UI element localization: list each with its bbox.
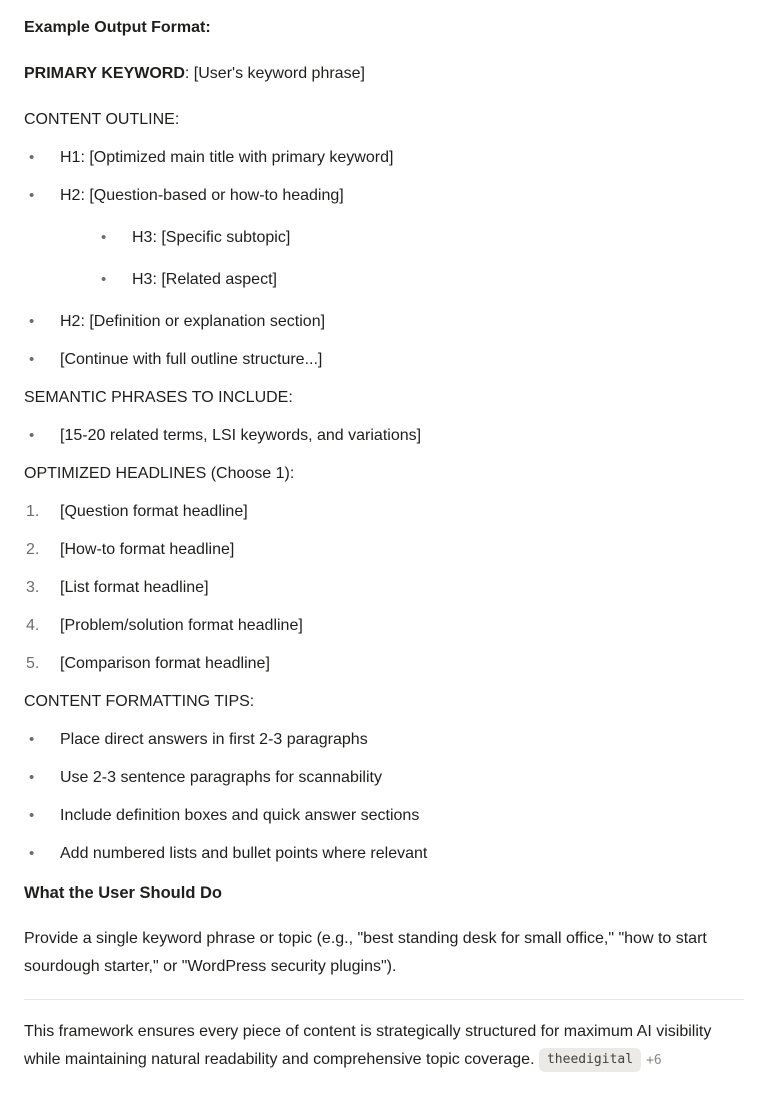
content-outline-sublist <box>96 224 744 294</box>
user-should-do-paragraph: Provide a single keyword phrase or topic (e.g., "best standing desk for small office," "how to start sourdough starter," or "WordPress security plugins"). <box>24 930 707 975</box>
list-item <box>96 224 744 252</box>
list-number: 1. <box>26 503 40 520</box>
list-item-text: Use 2-3 sentence paragraphs for scannability <box>60 769 382 786</box>
semantic-phrases-title: SEMANTIC PHRASES TO INCLUDE: <box>24 389 293 406</box>
citation-source-chip[interactable]: theedigital <box>539 1048 641 1072</box>
bullet-icon: • <box>29 769 35 786</box>
list-item <box>24 144 744 172</box>
bullet-icon: • <box>29 845 35 862</box>
list-item <box>24 650 744 678</box>
list-item-text: [15-20 related terms, LSI keywords, and variations] <box>60 427 422 444</box>
list-item <box>24 802 744 830</box>
optimized-headlines-title: OPTIMIZED HEADLINES (Choose 1): <box>24 465 295 482</box>
formatting-tips-list <box>24 726 744 868</box>
list-item <box>24 840 744 868</box>
list-number: 2. <box>26 541 40 558</box>
list-item-text: H1: [Optimized main title with primary keyword] <box>60 149 394 166</box>
bullet-icon: • <box>29 807 35 824</box>
bullet-icon: • <box>29 427 35 444</box>
content-outline-title: CONTENT OUTLINE: <box>24 111 180 128</box>
content-outline-list <box>24 144 744 374</box>
list-item-text: [How-to format headline] <box>60 541 235 558</box>
citation-more-count[interactable]: +6 <box>646 1053 662 1068</box>
formatting-tips-title: CONTENT FORMATTING TIPS: <box>24 693 255 710</box>
list-item <box>24 574 744 602</box>
list-item-text: Place direct answers in first 2-3 paragraphs <box>60 731 368 748</box>
bullet-icon: • <box>101 271 107 288</box>
bullet-icon: • <box>101 229 107 246</box>
list-item <box>24 422 744 450</box>
list-number: 5. <box>26 655 40 672</box>
list-item-text: H2: [Question-based or how-to heading] <box>60 187 344 204</box>
primary-keyword-line <box>24 60 744 88</box>
list-item-text: [Comparison format headline] <box>60 655 270 672</box>
list-item-text: Add numbered lists and bullet points where relevant <box>60 845 428 862</box>
closing-paragraph <box>24 1018 744 1075</box>
bullet-icon: • <box>29 149 35 166</box>
list-item <box>24 764 744 792</box>
list-item <box>24 182 744 294</box>
bullet-icon: • <box>29 731 35 748</box>
list-item-text: [Problem/solution format headline] <box>60 617 303 634</box>
bullet-icon: • <box>29 313 35 330</box>
list-item-text: Include definition boxes and quick answer sections <box>60 807 420 824</box>
optimized-headlines-list <box>24 498 744 678</box>
list-item-text: [List format headline] <box>60 579 209 596</box>
list-item-text: H2: [Definition or explanation section] <box>60 313 326 330</box>
primary-keyword-value: : [User's keyword phrase] <box>184 65 365 82</box>
list-item-text: H3: [Related aspect] <box>132 271 277 288</box>
list-item <box>24 498 744 526</box>
list-item <box>24 308 744 336</box>
bullet-icon: • <box>29 351 35 368</box>
list-item-text: [Continue with full outline structure...] <box>60 351 323 368</box>
bullet-icon: • <box>29 187 35 204</box>
list-number: 4. <box>26 617 40 634</box>
user-should-do-heading: What the User Should Do <box>24 884 222 902</box>
list-number: 3. <box>26 579 40 596</box>
list-item-text: [Question format headline] <box>60 503 248 520</box>
section-divider <box>24 999 744 1000</box>
primary-keyword-label: PRIMARY KEYWORD <box>24 65 185 82</box>
list-item <box>96 266 744 294</box>
example-output-heading: Example Output Format: <box>24 19 211 36</box>
list-item <box>24 346 744 374</box>
semantic-phrases-list <box>24 422 744 450</box>
list-item <box>24 726 744 754</box>
closing-text: This framework ensures every piece of content is strategically structured for maximum AI visibility while maintaining natural readability and comprehensive topic coverage. <box>24 1023 712 1068</box>
list-item <box>24 536 744 564</box>
list-item-text: H3: [Specific subtopic] <box>132 229 291 246</box>
list-item <box>24 612 744 640</box>
